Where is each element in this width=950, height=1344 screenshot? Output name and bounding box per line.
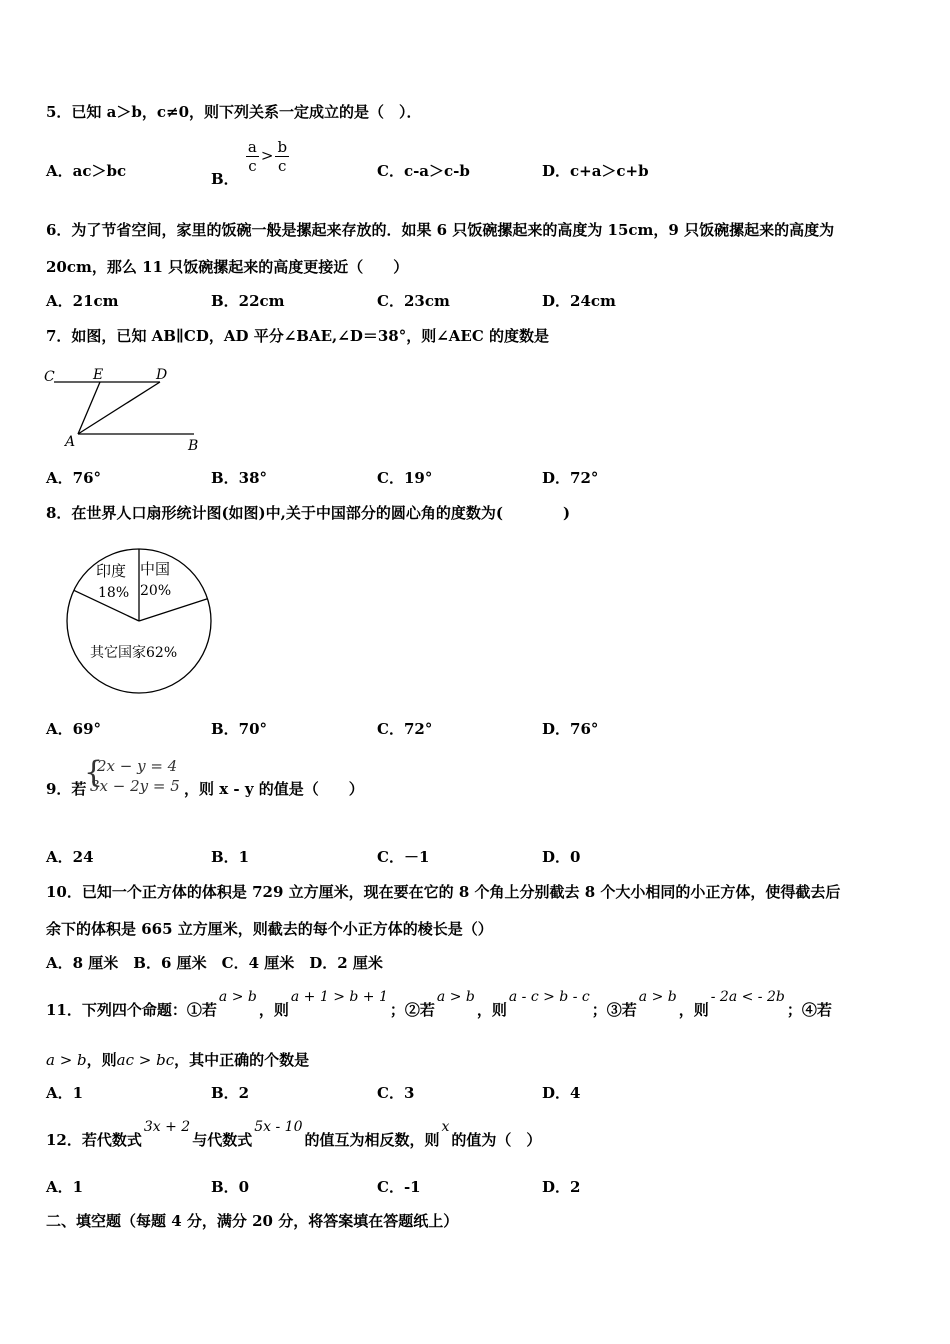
q12-text-1: 12．若代数式 [46,1131,142,1149]
q10-stem-line1: 10．已知一个正方体的体积是 729 立方厘米，现在要在它的 8 个角上分别截去 8 个大小相同的小正方体，使得截去后 [46,883,841,901]
q5-option-b [211,138,291,188]
q5-option-d: D．c+a＞c+b [542,162,649,180]
q5-fraction-1 [246,138,259,175]
q8-option-c: C．72° [377,720,433,738]
q11-math-2: a + 1 > b + 1 [290,989,388,1005]
q5-gt-sign: > [260,146,274,165]
q11-option-d: D．4 [542,1084,581,1102]
q5-fraction-2-num: b [277,138,288,156]
label-e: E [93,367,104,383]
q9-option-b: B．1 [211,848,250,866]
q9-option-a: A．24 [46,848,94,866]
q5-option-b-label: B． [211,169,239,188]
q11-text-4: ，则 [476,1001,507,1019]
q9-brace: { [84,755,104,790]
label-b: B [188,438,199,454]
q12-text-4: 的值为（ ） [451,1131,542,1149]
q12-option-c: C．-1 [377,1178,421,1196]
q11-math-6: - 2a < - 2b [710,989,785,1005]
q11-text-8: ，则 [86,1051,117,1069]
q12-option-b: B．0 [211,1178,250,1196]
q6-stem-line1: 6．为了节省空间，家里的饭碗一般是摞起来存放的．如果 6 只饭碗摞起来的高度为 15cm，9 只饭碗摞起来的高度为 [46,221,835,239]
q12-option-d: D．2 [542,1178,581,1196]
q8-pie-chart [62,546,216,696]
pie-label-india-pct: 18% [98,585,130,601]
pie-label-china-name: 中国 [140,560,171,578]
q5-option-a: A．ac＞bc [46,162,127,180]
q6-stem-line2: 20cm，那么 11 只饭碗摞起来的高度更接近（ ） [46,258,409,276]
q5-fraction-2-den: c [278,157,287,175]
q5-fraction-1-den: c [248,157,257,175]
q7-option-a: A．76° [46,469,102,487]
q10-stem-line2: 余下的体积是 665 立方厘米，则截去的每个小正方体的棱长是（） [46,920,493,938]
q11-text-9: ，其中正确的个数是 [174,1051,310,1069]
q7-option-c: C．19° [377,469,433,487]
q9-equation-2: 3x − 2y = 5 [90,777,180,795]
label-a: A [65,434,76,450]
q11-text-3: ；②若 [389,1001,435,1019]
q12-text-2: 与代数式 [192,1131,253,1149]
q11-math-1: a > b [218,989,257,1005]
label-c: C [44,369,55,385]
q9-equation-1: 2x − y = 4 [97,757,178,775]
q11-option-a: A．1 [46,1084,84,1102]
pie-label-india-name: 印度 [96,562,127,580]
q12-math-2: 5x - 10 [254,1119,303,1135]
q9-option-c: C．－1 [377,848,430,866]
q8-option-d: D．76° [542,720,599,738]
line-ad [78,382,160,434]
q5-option-c: C．c-a＞c-b [377,162,470,180]
q11-text-2: ，则 [258,1001,289,1019]
q11-math-3: a > b [436,989,475,1005]
q11-option-c: C．3 [377,1084,415,1102]
q6-option-c: C．23cm [377,292,450,310]
q11-option-b: B．2 [211,1084,250,1102]
q6-option-d: D．24cm [542,292,616,310]
q11-line2 [46,1050,309,1070]
q6-option-b: B．22cm [211,292,285,310]
line-ae [78,382,100,434]
q11-math-7: a > b [46,1051,87,1069]
q11-text-1: 11．下列四个命题：①若 [46,1001,217,1019]
q12-math-3: x [441,1119,450,1135]
label-d: D [156,367,168,383]
q11-text-7: ；④若 [786,1001,832,1019]
pie-divider-china [139,599,207,621]
q11-math-8: ac > bc [116,1051,175,1069]
q5-stem: 5．已知 a＞b，c≠0，则下列关系一定成立的是（ ）． [46,103,422,121]
q10-options: A．8 厘米 B．6 厘米 C．4 厘米 D．2 厘米 [46,954,383,972]
q8-option-b: B．70° [211,720,268,738]
q5-fraction-2 [275,138,289,175]
q9-option-d: D．0 [542,848,581,866]
q9-prefix: 9．若 [46,780,87,798]
q12-math-1: 3x + 2 [143,1119,191,1135]
q11-math-4: a - c > b - c [508,989,590,1005]
q11-text-6: ，则 [678,1001,709,1019]
q5-fraction-1-num: a [247,138,257,156]
q6-option-a: A．21cm [46,292,119,310]
q12-stem [46,1119,542,1151]
q7-option-b: B．38° [211,469,268,487]
q8-stem: 8．在世界人口扇形统计图(如图)中,关于中国部分的圆心角的度数为( ) [46,504,571,522]
q7-stem: 7．如图，已知 AB∥CD，AD 平分∠BAE,∠D＝38°，则∠AEC 的度数是 [46,327,550,345]
q11-line1 [46,989,832,1021]
q9-suffix: ，则 x - y 的值是（ ） [184,780,364,798]
section-2-heading: 二、填空题（每题 4 分，满分 20 分，将答案填在答题纸上） [46,1212,459,1230]
q7-geometry-figure [40,362,210,457]
pie-label-other: 其它国家62% [90,645,178,661]
q11-math-5: a > b [638,989,677,1005]
q7-option-d: D．72° [542,469,599,487]
q8-option-a: A．69° [46,720,102,738]
q11-text-5: ；③若 [591,1001,637,1019]
q12-option-a: A．1 [46,1178,84,1196]
q12-text-3: 的值互为相反数，则 [304,1131,440,1149]
pie-label-china-pct: 20% [140,583,172,599]
